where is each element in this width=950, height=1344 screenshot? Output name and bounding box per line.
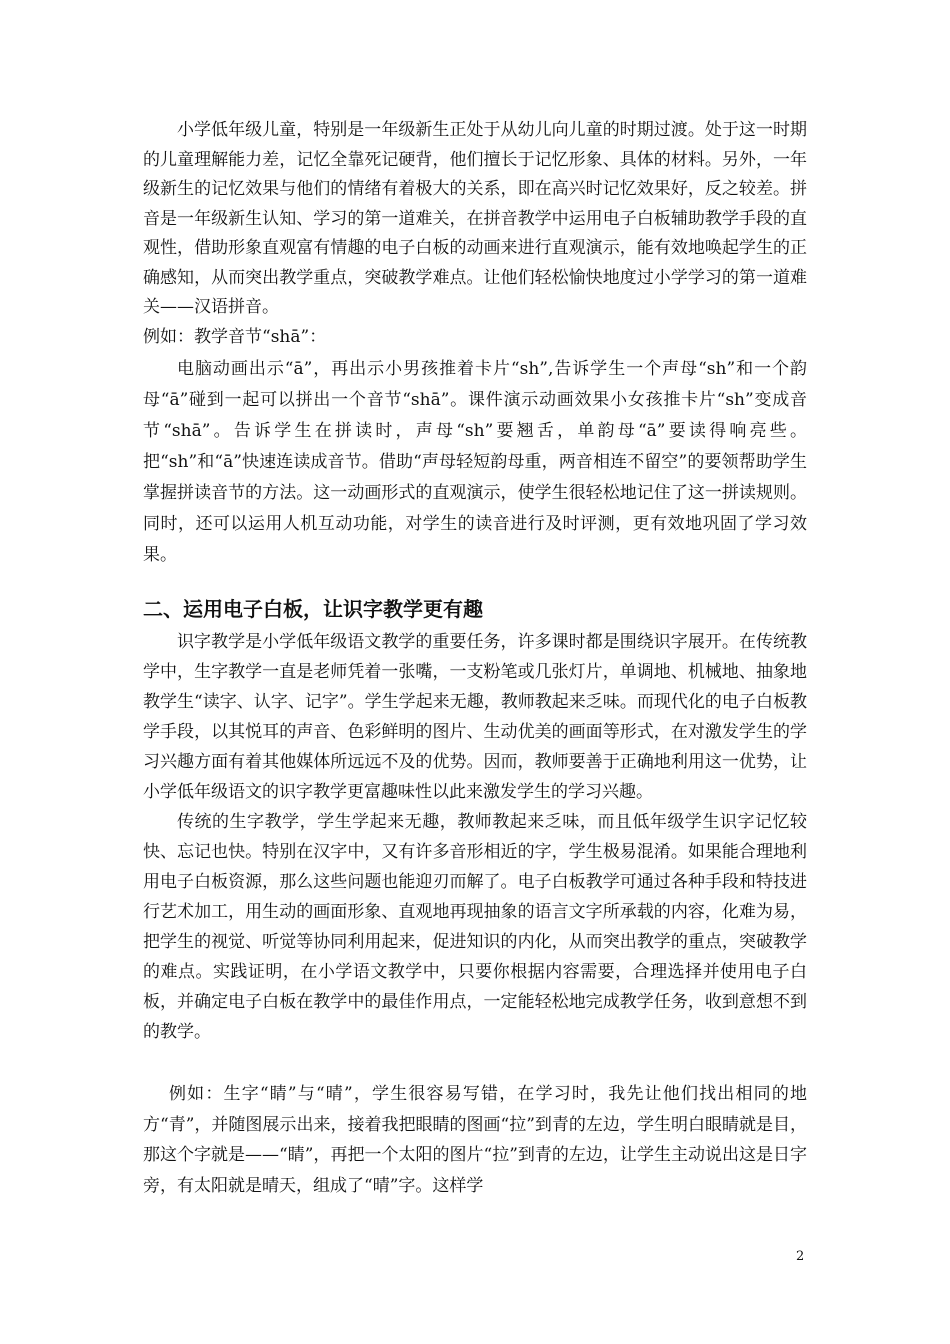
section-spacer	[143, 571, 807, 593]
paragraph-spacer	[143, 1047, 807, 1079]
paragraph-character-example: 例如：生字“睛”与“晴”，学生很容易写错，在学习时，我先让他们找出相同的地方“青”，并随图展示出来，接着我把眼睛的图画“拉”到青的左边，学生明白眼睛就是目，那这个字就是——“睛”，再把一个太阳的图片“拉”到青的左边，让学生主动说出这是日字旁，有太阳就是晴天，组成了“晴”字。这样学	[143, 1084, 807, 1196]
paragraph-pinyin-example: 电脑动画出示“ā”，再出示小男孩推着卡片“sh”,告诉学生一个声母“sh”和一个韵母“ā”碰到一起可以拼出一个音节“shā”。课件演示动画效果小女孩推卡片“sh”变成音节“shā”。告诉学生在拼读时，声母“sh”要翘舌，单韵母“ā”要读得响亮些。把“sh”和“ā”快速连读成音节。借助“声母轻短韵母重，两音相连不留空”的要领帮助学生掌握拼读音节的方法。这一动画形式的直观演示，使学生很轻松地记住了这一拼读规则。同时，还可以运用人机互动功能，对学生的读音进行及时评测，更有效地巩固了学习效果。	[143, 359, 807, 565]
section-heading: 二、运用电子白板，让识字教学更有趣	[143, 597, 483, 621]
document-body	[143, 116, 807, 1201]
paragraph-intro: 小学低年级儿童，特别是一年级新生正处于从幼儿向儿童的时期过渡。处于这一时期的儿童理解能力差，记忆全靠死记硬背，他们擅长于记忆形象、具体的材料。另外，一年级新生的记忆效果与他们的情绪有着极大的关系，即在高兴时记忆效果好，反之较差。拼音是一年级新生认知、学习的第一道难关，在拼音教学中运用电子白板辅助教学手段的直观性，借助形象直观富有情趣的电子白板的动画来进行直观演示，能有效地唤起学生的正确感知，从而突出教学重点，突破教学难点。让他们轻松愉快地度过小学学习的第一道难关——汉语拼音。	[143, 120, 807, 317]
example-label: 例如：教学音节“shā”：	[143, 326, 327, 347]
page-number: 2	[796, 1249, 805, 1264]
paragraph-traditional-teaching: 传统的生字教学，学生学起来无趣，教师教起来乏味，而且低年级学生识字记忆较快、忘记也快。特别在汉字中，又有许多音形相近的字，学生极易混淆。如果能合理地利用电子白板资源，那么这些问题也能迎刃而解了。电子白板教学可通过各种手段和特技进行艺术加工，用生动的画面形象、直观地再现抽象的语言文字所承载的内容，化难为易，把学生的视觉、听觉等协同利用起来，促进知识的内化，从而突出教学的重点，突破教学的难点。实践证明，在小学语文教学中，只要你根据内容需要，合理选择并使用电子白板，并确定电子白板在教学中的最佳作用点，一定能轻松地完成教学任务，收到意想不到的教学。	[143, 812, 807, 1042]
paragraph-literacy-intro: 识字教学是小学低年级语文教学的重要任务，许多课时都是围绕识字展开。在传统教学中，生字教学一直是老师凭着一张嘴，一支粉笔或几张灯片，单调地、机械地、抽象地教学生“读字、认字、记字”。学生学起来无趣，教师教起来乏味。而现代化的电子白板教学手段，以其悦耳的声音、色彩鲜明的图片、生动优美的画面等形式，在对激发学生的学习兴趣方面有着其他媒体所远远不及的优势。因而，教师要善于正确地利用这一优势，让小学低年级语文的识字教学更富趣味性以此来激发学生的学习兴趣。	[143, 632, 807, 802]
